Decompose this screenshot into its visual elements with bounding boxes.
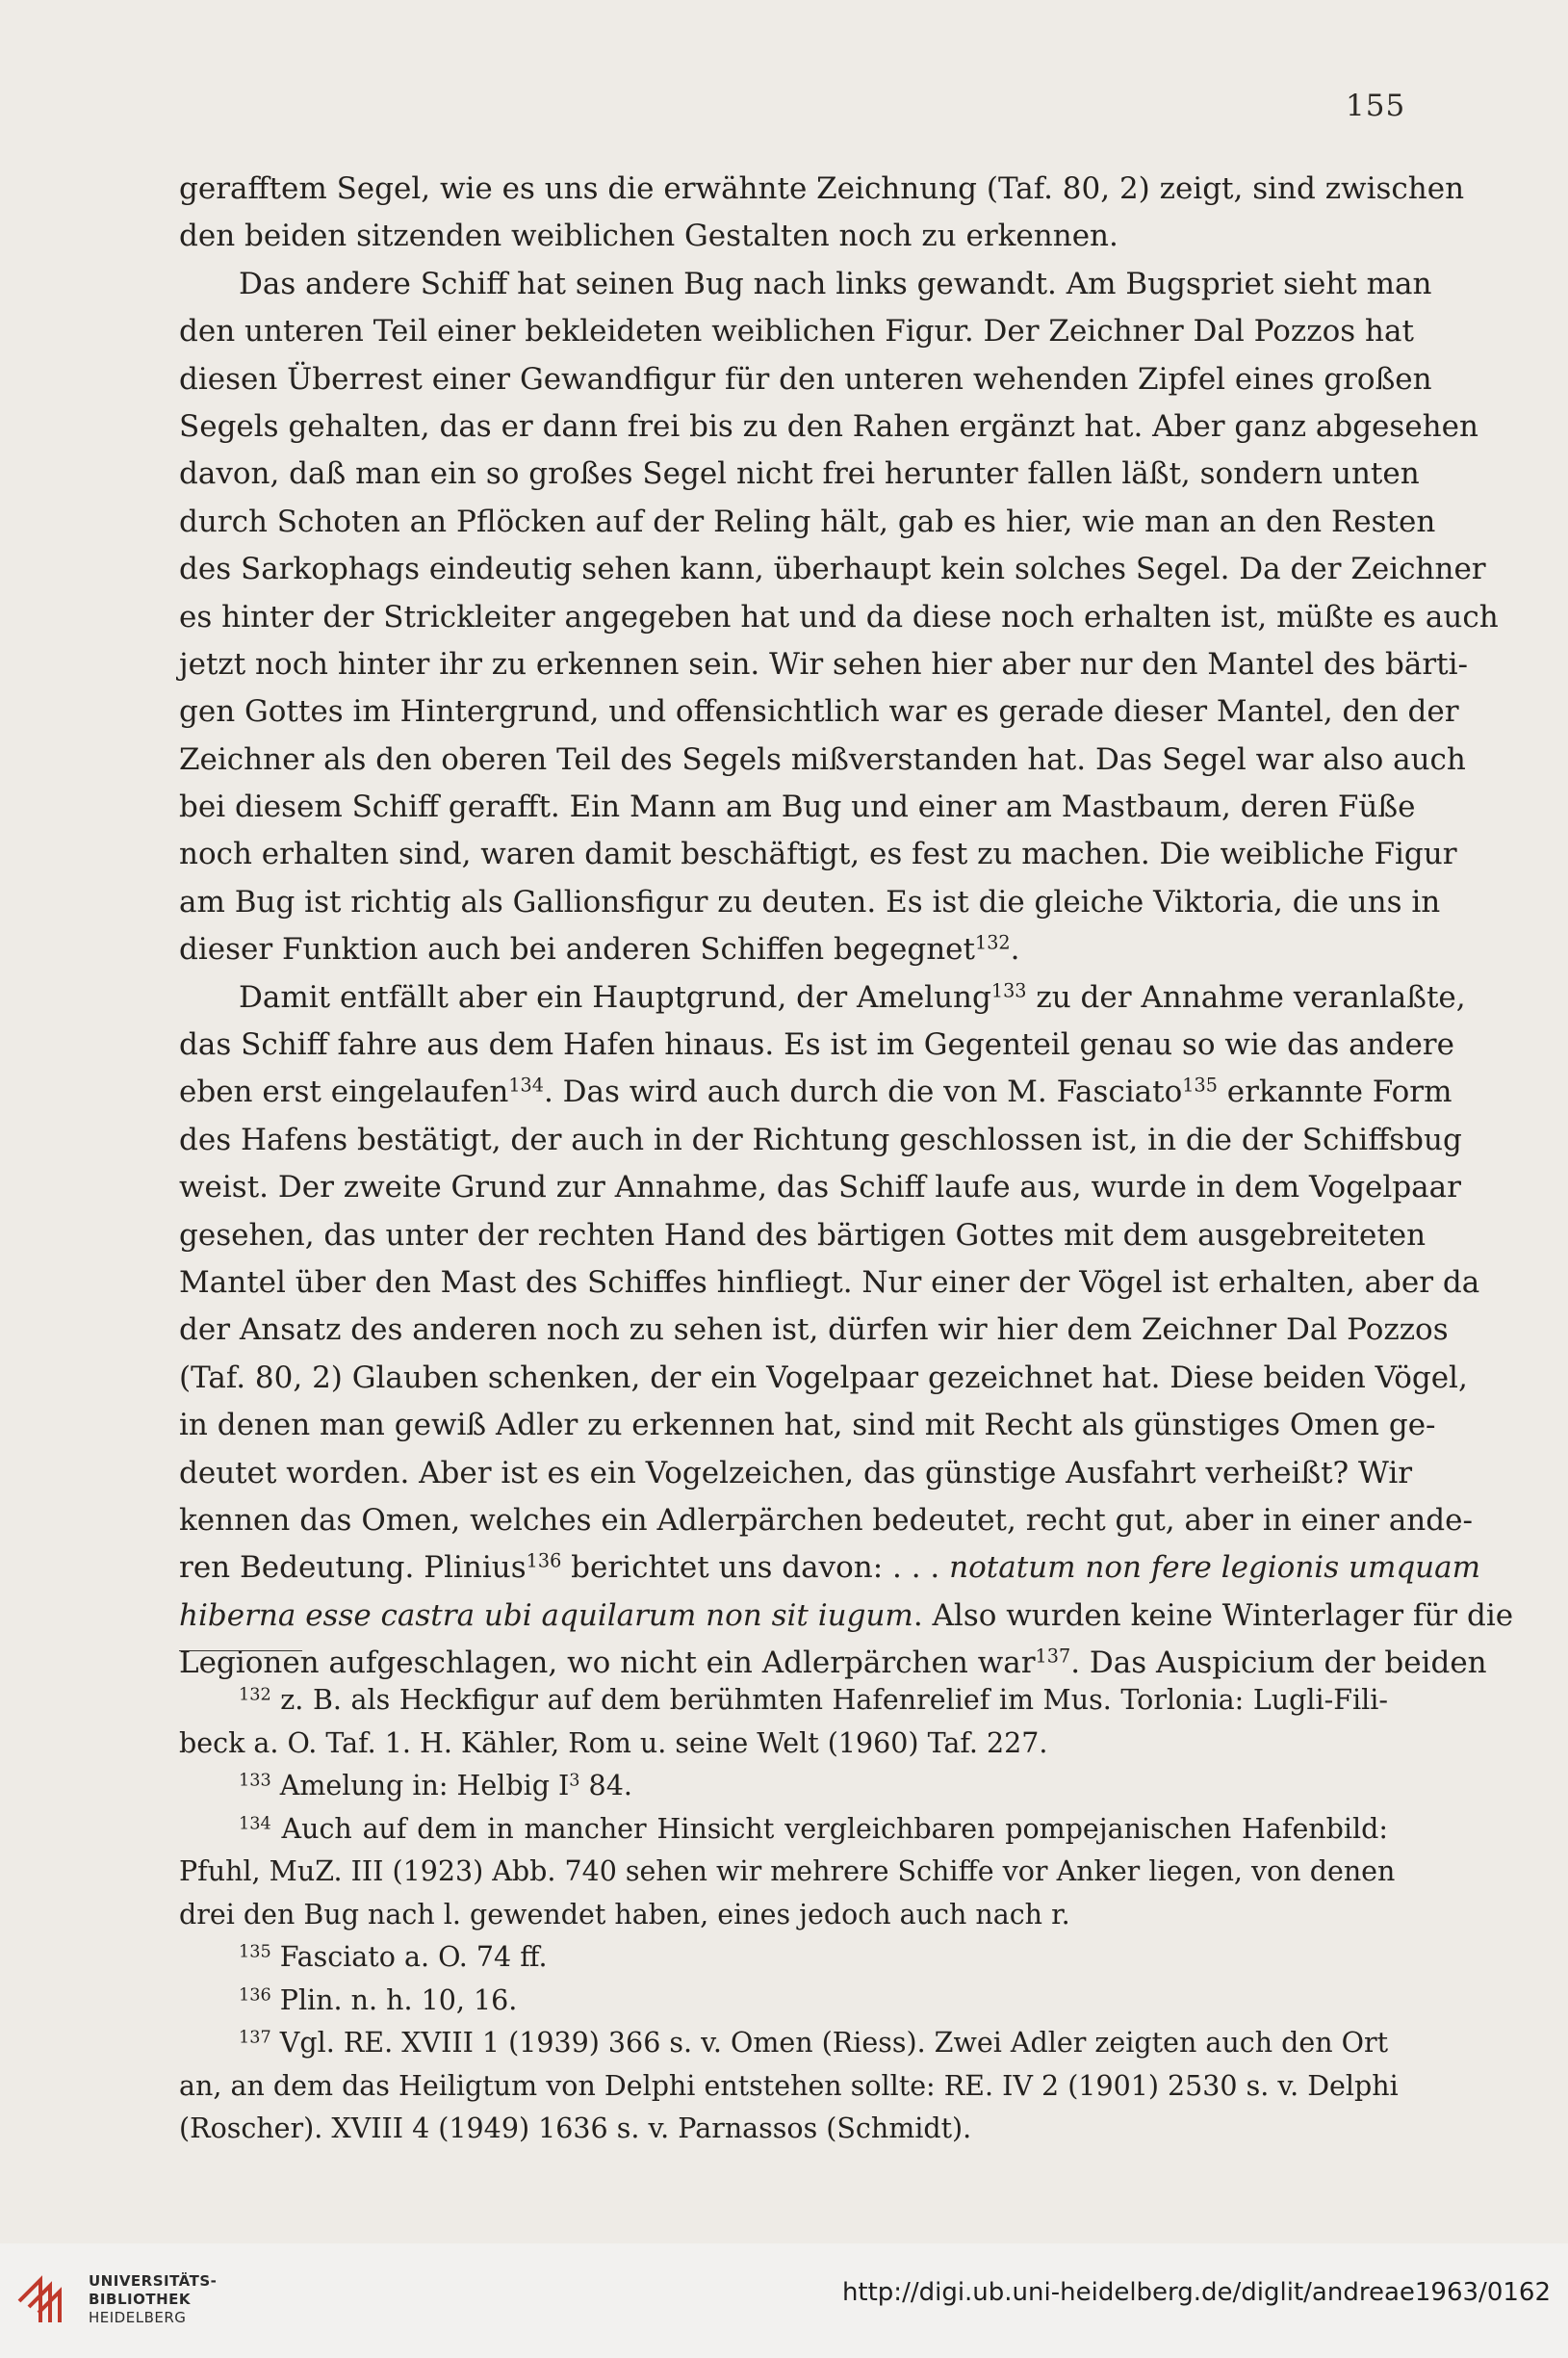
text-line: [179, 784, 1416, 831]
text-run: den beiden sitzenden weiblichen Gestalten noch zu erkennen.: [179, 219, 1118, 254]
library-logo-icon: [12, 2263, 79, 2330]
footnote-line: [179, 1808, 1388, 1852]
body-text: [179, 166, 1514, 1688]
logo-line: UNIVERSITÄTS-: [89, 2272, 218, 2290]
text-run: gen Gottes im Hintergrund, und offensichtlich war es gerade dieser Mantel, den der: [179, 694, 1459, 730]
text-run: der Ansatz des anderen noch zu sehen ist, dürfen wir hier dem Zeichner Dal Pozzos: [179, 1312, 1449, 1348]
footnote-number: 132: [239, 1685, 271, 1705]
text-run: Amelung in: Helbig I: [270, 1770, 570, 1801]
text-run: deutet worden. Aber ist es ein Vogelzeichen, das günstige Ausfahrt verheißt? Wir: [179, 1455, 1413, 1490]
text-line: [179, 688, 1459, 736]
text-run: jetzt noch hinter ihr zu erkennen sein. Wir sehen hier aber nur den Mantel des bärti-: [179, 646, 1468, 682]
text-run: drei den Bug nach l. gewendet haben, eines jedoch auch nach r.: [179, 1898, 1070, 1930]
text-line: [179, 879, 1441, 926]
text-run: des Sarkophags eindeutig sehen kann, überhaupt kein solches Segel. Da der Zeichner: [179, 552, 1486, 587]
text-run: es hinter der Strickleiter angegeben hat und da diese noch erhalten ist, müßte es auch: [179, 599, 1499, 635]
text-line: [179, 1069, 1452, 1116]
text-line: [179, 594, 1499, 641]
text-run: zu der Annahme veranlaßte,: [1026, 979, 1466, 1015]
text-run: Plin. n. h. 10, 16.: [270, 1983, 518, 2016]
italic-text: notatum non fere legionis umquam: [949, 1550, 1481, 1586]
text-run: ren Bedeutung. Plinius: [179, 1550, 527, 1586]
text-line: [179, 1259, 1480, 1307]
footnote-line: [179, 1765, 1388, 1808]
text-line: [179, 1307, 1449, 1354]
permalink-url[interactable]: http://digi.ub.uni-heidelberg.de/diglit/andreae1963/0162: [841, 2278, 1551, 2307]
text-run: an, an dem das Heiligtum von Delphi entstehen sollte: RE. IV 2 (1901) 2530 s. v. Delphi: [179, 2069, 1399, 2102]
text-line: [179, 737, 1466, 784]
superscript: 3: [569, 1771, 580, 1791]
text-line: [179, 261, 1432, 308]
footnote-line: [179, 1723, 1388, 1766]
footnote-number: 135: [239, 1942, 271, 1962]
text-run: bei diesem Schiff gerafft. Ein Mann am Bug und einer am Mastbaum, deren Füße: [179, 790, 1416, 825]
text-run: erkannte Form: [1217, 1075, 1452, 1110]
text-run: Mantel über den Mast des Schiffes hinfliegt. Nur einer der Vögel ist erhalten, aber da: [179, 1264, 1480, 1300]
text-line: [179, 1164, 1461, 1211]
text-run: Auch auf dem in mancher Hinsicht vergleichbaren pompejanischen Hafenbild:: [270, 1812, 1388, 1845]
text-run: am Bug ist richtig als Gallionsfigur zu deuten. Es ist die gleiche Viktoria, die uns in: [179, 884, 1441, 920]
text-line: [179, 1117, 1462, 1164]
page-number: 155: [1346, 89, 1406, 123]
text-run: gerafftem Segel, wie es uns die erwähnte Zeichnung (Taf. 80, 2) zeigt, sind zwischen: [179, 171, 1465, 206]
text-line: [179, 1355, 1468, 1402]
text-run: kennen das Omen, welches ein Adlerpärchen bedeutet, recht gut, aber in einer ande-: [179, 1502, 1473, 1538]
text-run: noch erhalten sind, waren damit beschäftigt, es fest zu machen. Die weibliche Figur: [179, 837, 1457, 872]
footnote-ref: 135: [1182, 1074, 1218, 1097]
text-run: Damit entfällt aber ein Hauptgrund, der Amelung: [239, 979, 991, 1015]
library-logo-text: [89, 2272, 217, 2327]
text-line: [179, 831, 1457, 878]
text-line: [179, 451, 1420, 498]
text-run: gesehen, das unter der rechten Hand des bärtigen Gottes mit dem ausgebreiteten: [179, 1217, 1427, 1253]
footnote-line: [179, 1851, 1396, 1894]
footnote-ref: 133: [990, 979, 1027, 1002]
footnotes: [179, 1679, 1399, 2151]
text-run: Vgl. RE. XVIII 1 (1939) 366 s. v. Omen (Riess). Zwei Adler zeigten auch den Ort: [270, 2027, 1389, 2059]
text-line: [179, 403, 1478, 451]
footnote-line: [179, 1936, 1388, 1980]
footnote-divider: [179, 1650, 302, 1651]
text-run: . Das Auspicium der beiden: [1070, 1645, 1487, 1681]
text-run: .: [1010, 932, 1020, 968]
text-run: des Hafens bestätigt, der auch in der Richtung geschlossen ist, in die der Schiffsbug: [179, 1122, 1462, 1157]
footnote-line: [179, 1679, 1388, 1723]
text-line: [179, 499, 1436, 546]
text-line: [179, 926, 1388, 973]
text-run: (Taf. 80, 2) Glauben schenken, der ein Vogelpaar gezeichnet hat. Diese beiden Vögel,: [179, 1360, 1468, 1395]
text-run: . Das wird auch durch die von M. Fasciato: [543, 1075, 1183, 1110]
text-run: Das andere Schiff hat seinen Bug nach links gewandt. Am Bugspriet sieht man: [239, 266, 1432, 301]
text-run: berichtet uns davon: . . .: [561, 1550, 950, 1586]
logo-line: BIBLIOTHEK: [89, 2291, 191, 2308]
footnote-line: [179, 2022, 1388, 2065]
footnote-line: [179, 2065, 1399, 2109]
text-run: Fasciato a. O. 74 ff.: [270, 1941, 548, 1973]
text-run: Legionen aufgeschlagen, wo nicht ein Adlerpärchen war: [179, 1645, 1036, 1681]
footnote-number: 133: [239, 1771, 271, 1791]
italic-text: hiberna esse castra ubi aquilarum non sit iugum: [179, 1597, 913, 1633]
text-run: in denen man gewiß Adler zu erkennen hat, sind mit Recht als günstiges Omen ge-: [179, 1408, 1436, 1443]
text-run: den unteren Teil einer bekleideten weiblichen Figur. Der Zeichner Dal Pozzos hat: [179, 314, 1414, 350]
text-run: Pfuhl, MuZ. III (1923) Abb. 740 sehen wir mehrere Schiffe vor Anker liegen, von denen: [179, 1855, 1396, 1887]
footnote-line: [179, 1894, 1388, 1937]
text-line: [179, 1022, 1454, 1069]
text-line: [179, 1593, 1514, 1640]
text-line: [179, 166, 1465, 213]
viewer-footer: [0, 2243, 1568, 2358]
text-run: durch Schoten an Pflöcken auf der Reling hält, gab es hier, wie man an den Resten: [179, 504, 1436, 539]
footnote-ref: 136: [526, 1549, 562, 1572]
text-line: [179, 1450, 1413, 1497]
text-line: [179, 641, 1468, 688]
footnote-number: 137: [239, 2028, 271, 2048]
text-line: [179, 308, 1414, 355]
footnote-ref: 137: [1035, 1645, 1071, 1668]
text-run: diesen Überrest einer Gewandfigur für den unteren wehenden Zipfel eines großen: [179, 361, 1432, 397]
text-run: davon, daß man ein so großes Segel nicht frei herunter fallen läßt, sondern unten: [179, 456, 1420, 492]
text-run: Zeichner als den oberen Teil des Segels mißverstanden hat. Das Segel war also auch: [179, 741, 1466, 777]
footnote-number: 134: [239, 1813, 271, 1833]
text-run: Segels gehalten, das er dann frei bis zu den Rahen ergänzt hat. Aber ganz abgesehen: [179, 408, 1478, 444]
text-run: (Roscher). XVIII 4 (1949) 1636 s. v. Parnassos (Schmidt).: [179, 2112, 972, 2144]
text-line: [179, 1402, 1436, 1449]
text-run: 84.: [579, 1770, 632, 1801]
text-run: weist. Der zweite Grund zur Annahme, das Schiff laufe aus, wurde in dem Vogelpaar: [179, 1170, 1461, 1205]
text-line: [179, 974, 1466, 1022]
footnote-line: [179, 2108, 1388, 2151]
footnote-line: [179, 1980, 1388, 2023]
text-run: z. B. als Heckfigur auf dem berühmten Hafenrelief im Mus. Torlonia: Lugli-Fili-: [270, 1684, 1388, 1716]
text-run: eben erst eingelaufen: [179, 1075, 509, 1110]
footnote-ref: 134: [508, 1074, 544, 1097]
text-run: beck a. O. Taf. 1. H. Kähler, Rom u. seine Welt (1960) Taf. 227.: [179, 1726, 1048, 1759]
text-line: [179, 356, 1432, 403]
text-line: [179, 213, 1388, 260]
text-line: [179, 546, 1486, 593]
text-line: [179, 1497, 1473, 1544]
text-line: [179, 1544, 1481, 1592]
text-run: . Also wurden keine Winterlager für die: [913, 1597, 1514, 1633]
text-run: dieser Funktion auch bei anderen Schiffen begegnet: [179, 932, 975, 968]
text-line: [179, 1212, 1427, 1259]
footnote-ref: 132: [974, 931, 1011, 954]
text-run: das Schiff fahre aus dem Hafen hinaus. Es ist im Gegenteil genau so wie das andere: [179, 1027, 1454, 1063]
logo-line: HEIDELBERG: [89, 2309, 187, 2326]
footnote-number: 136: [239, 1984, 271, 2005]
